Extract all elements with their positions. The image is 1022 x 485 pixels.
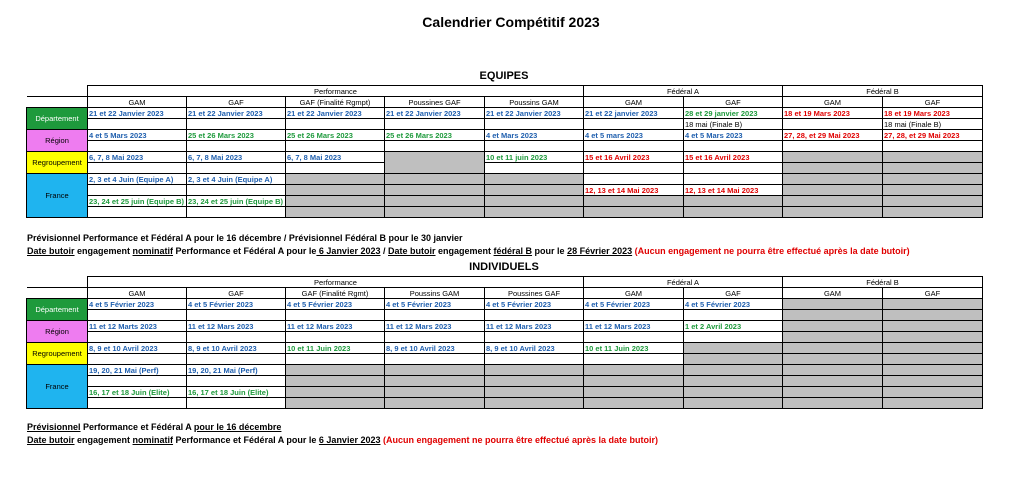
cell: 25 et 26 Mars 2023 — [286, 130, 385, 141]
cell: 6, 7, 8 Mai 2023 — [187, 152, 286, 163]
col-header: GAF — [187, 288, 286, 299]
cell: 12, 13 et 14 Mai 2023 — [584, 185, 684, 196]
note-text: fédéral B — [493, 246, 533, 256]
note-text: / — [380, 246, 388, 256]
col-header: GAF (Finalité Rgmt) — [286, 288, 385, 299]
cell: 8, 9 et 10 Avril 2023 — [88, 343, 187, 354]
cell: 4 et 5 Février 2023 — [187, 299, 286, 310]
note-date: 6 Janvier 2023 — [318, 435, 381, 445]
cell: 16, 17 et 18 Juin (Elite) — [187, 387, 286, 398]
date-butoir-label: Date butoir — [388, 246, 436, 256]
cell: 11 et 12 Mars 2023 — [485, 321, 584, 332]
col-header: GAF — [684, 288, 783, 299]
col-header: Poussines GAF — [485, 288, 584, 299]
cell: 8, 9 et 10 Avril 2023 — [187, 343, 286, 354]
cell: 10 et 11 Juin 2023 — [286, 343, 385, 354]
cell: 10 et 11 Juin 2023 — [584, 343, 684, 354]
col-header: Poussins GAM — [385, 288, 485, 299]
cell: 4 et Mars 2023 — [485, 130, 584, 141]
cell: 11 et 12 Mars 2023 — [584, 321, 684, 332]
individuels-heading: INDIVIDUELS — [469, 261, 539, 273]
individuels-note-previsionnel — [27, 421, 281, 434]
cell: 21 et 22 Janvier 2023 — [187, 108, 286, 119]
cell: 19, 20, 21 Mai (Perf) — [187, 365, 286, 376]
note-text: Prévisionnel — [27, 422, 81, 432]
note-text: Performance et Fédéral A pour le — [173, 246, 317, 256]
note-text: engagement — [435, 246, 494, 256]
note-text: engagement — [74, 435, 133, 445]
note-text: pour le — [532, 246, 568, 256]
note-text: nominatif — [132, 246, 174, 256]
cell: 11 et 12 Mars 2023 — [187, 321, 286, 332]
cell: 21 et 22 Janvier 2023 — [485, 108, 584, 119]
note-text: Performance et Fédéral A — [80, 422, 194, 432]
cell: 2, 3 et 4 Juin (Equipe A) — [187, 174, 286, 185]
note-text: nominatif — [132, 435, 174, 445]
cell: 27, 28, et 29 Mai 2023 — [883, 130, 983, 141]
equipes-note-previsionnel: Prévisionnel Performance et Fédéral A pour le 16 décembre / Prévisionnel Fédéral B pour le 30 janvier — [27, 233, 463, 243]
cell: 18 et 19 Mars 2023 — [883, 108, 983, 119]
row-label-region: Région — [27, 321, 88, 343]
col-header: GAM — [88, 288, 187, 299]
cell: 2, 3 et 4 Juin (Equipe A) — [88, 174, 187, 185]
individuels-group-federal-a: Fédéral A — [584, 277, 783, 288]
page-title: Calendrier Compétitif 2023 — [422, 14, 600, 30]
equipes-table — [26, 85, 983, 218]
cell: 23, 24 et 25 juin (Equipe B) — [88, 196, 187, 207]
cell: 28 et 29 janvier 2023 — [684, 108, 783, 119]
cell: 1 et 2 Avril 2023 — [684, 321, 783, 332]
individuels-table — [26, 276, 983, 409]
cell: 19, 20, 21 Mai (Perf) — [88, 365, 187, 376]
note-date: 28 Février 2023 — [567, 246, 633, 256]
note-text: engagement — [74, 246, 133, 256]
cell: 15 et 16 Avril 2023 — [584, 152, 684, 163]
cell: 18 mai (Finale B) — [684, 119, 783, 130]
cell: 11 et 12 Marts 2023 — [88, 321, 187, 332]
cell: 6, 7, 8 Mai 2023 — [286, 152, 385, 163]
cell: 16, 17 et 18 Juin (Elite) — [88, 387, 187, 398]
cell: 18 et 19 Mars 2023 — [783, 108, 883, 119]
note-warning: (Aucun engagement ne pourra être effectué après la date butoir) — [632, 246, 910, 256]
note-date: pour le 16 décembre — [193, 422, 282, 432]
equipes-note-date-butoir — [27, 245, 910, 258]
equipes-group-federal-b: Fédéral B — [783, 86, 983, 97]
row-label-departement: Département — [27, 108, 88, 130]
cell: 21 et 22 Janvier 2023 — [286, 108, 385, 119]
cell: 11 et 12 Mars 2023 — [385, 321, 485, 332]
cell: 25 et 26 Mars 2023 — [187, 130, 286, 141]
cell: 8, 9 et 10 Avril 2023 — [485, 343, 584, 354]
equipes-heading: EQUIPES — [479, 70, 529, 82]
cell: 15 et 16 Avril 2023 — [684, 152, 783, 163]
col-header: GAM — [783, 288, 883, 299]
col-header: GAF — [684, 97, 783, 108]
cell: 18 mai (Finale B) — [883, 119, 983, 130]
col-header: GAF — [883, 97, 983, 108]
equipes-group-federal-a: Fédéral A — [584, 86, 783, 97]
cell: 4 et 5 Mars 2023 — [88, 130, 187, 141]
cell: 4 et 5 Mars 2023 — [684, 130, 783, 141]
note-date: 6 Janvier 2023 — [316, 246, 381, 256]
row-label-france: France — [27, 365, 88, 409]
date-butoir-label: Date butoir — [27, 435, 75, 445]
row-label-france: France — [27, 174, 88, 218]
col-header: Poussins GAM — [485, 97, 584, 108]
cell: 4 et 5 Février 2023 — [286, 299, 385, 310]
equipes-group-performance: Performance — [88, 86, 584, 97]
note-text: Performance et Fédéral A pour le — [173, 435, 319, 445]
row-label-regroupement: Regroupement — [27, 152, 88, 174]
row-label-regroupement: Regroupement — [27, 343, 88, 365]
date-butoir-label: Date butoir — [27, 246, 75, 256]
individuels-note-date-butoir — [27, 434, 658, 447]
row-label-region: Région — [27, 130, 88, 152]
cell: 4 et 5 mars 2023 — [584, 130, 684, 141]
cell: 11 et 12 Mars 2023 — [286, 321, 385, 332]
cell: 21 et 22 Janvier 2023 — [88, 108, 187, 119]
note-warning: (Aucun engagement ne pourra être effectué après la date butoir) — [380, 435, 659, 445]
cell: 4 et 5 Février 2023 — [385, 299, 485, 310]
cell: 21 et 22 Janvier 2023 — [385, 108, 485, 119]
cell: 10 et 11 juin 2023 — [485, 152, 584, 163]
cell: 23, 24 et 25 juin (Equipe B) — [187, 196, 286, 207]
cell: 21 et 22 janvier 2023 — [584, 108, 684, 119]
col-header: GAF — [187, 97, 286, 108]
col-header: GAM — [88, 97, 187, 108]
col-header: GAF — [883, 288, 983, 299]
cell: 4 et 5 Février 2023 — [88, 299, 187, 310]
col-header: GAM — [584, 288, 684, 299]
cell: 4 et 5 Février 2023 — [684, 299, 783, 310]
individuels-group-federal-b: Fédéral B — [783, 277, 983, 288]
row-label-departement: Département — [27, 299, 88, 321]
col-header: Poussines GAF — [385, 97, 485, 108]
col-header: GAM — [584, 97, 684, 108]
cell: 6, 7, 8 Mai 2023 — [88, 152, 187, 163]
cell: 8, 9 et 10 Avril 2023 — [385, 343, 485, 354]
col-header: GAF (Finalité Rgmpt) — [286, 97, 385, 108]
cell: 4 et 5 Février 2023 — [584, 299, 684, 310]
cell: 12, 13 et 14 Mai 2023 — [684, 185, 783, 196]
cell: 4 et 5 Février 2023 — [485, 299, 584, 310]
individuels-group-performance: Performance — [88, 277, 584, 288]
col-header: GAM — [783, 97, 883, 108]
cell: 27, 28, et 29 Mai 2023 — [783, 130, 883, 141]
cell: 25 et 26 Mars 2023 — [385, 130, 485, 141]
